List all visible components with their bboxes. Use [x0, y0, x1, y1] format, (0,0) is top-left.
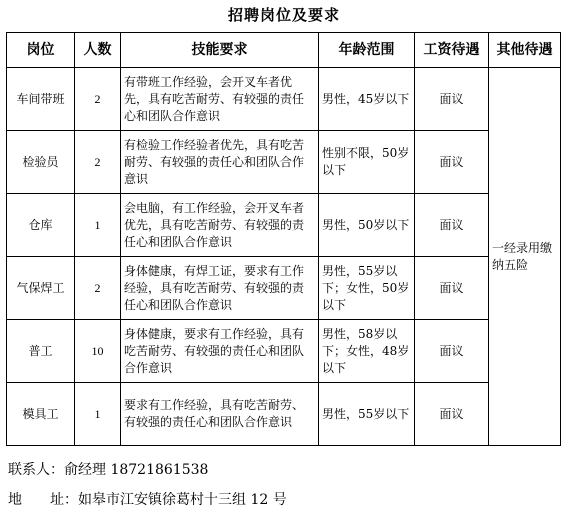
cell-salary: 面议	[415, 194, 489, 257]
cell-salary: 面议	[415, 320, 489, 383]
cell-position: 气保焊工	[7, 257, 75, 320]
cell-position: 仓库	[7, 194, 75, 257]
cell-count: 2	[75, 131, 121, 194]
header-count: 人数	[75, 33, 121, 68]
cell-salary: 面议	[415, 68, 489, 131]
header-other: 其他待遇	[489, 33, 561, 68]
cell-skills: 有带班工作经验，会开叉车者优先，具有吃苦耐劳、有较强的责任心和团队合作意识	[121, 68, 319, 131]
contact-line	[8, 459, 208, 479]
cell-age: 男性，58岁以下；女性，48岁以下	[319, 320, 415, 383]
cell-age: 男性，55岁以下	[319, 383, 415, 446]
cell-skills: 会电脑，有工作经验，会开叉车者优先，具有吃苦耐劳、有较强的责任心和团队合作意识	[121, 194, 319, 257]
table-row	[7, 68, 561, 131]
table-row	[7, 257, 561, 320]
header-skills: 技能要求	[121, 33, 319, 68]
cell-count: 10	[75, 320, 121, 383]
cell-skills: 要求有工作经验，具有吃苦耐劳、有较强的责任心和团队合作意识	[121, 383, 319, 446]
address-label: 地 址	[8, 492, 64, 508]
cell-count: 1	[75, 383, 121, 446]
cell-salary: 面议	[415, 131, 489, 194]
document-title: 招聘岗位及要求	[227, 6, 340, 24]
cell-skills: 身体健康，有焊工证，要求有工作经验，具有吃苦耐劳、有较强的责任心和团队合作意识	[121, 257, 319, 320]
table-header-row	[7, 33, 561, 68]
cell-skills: 身体健康，要求有工作经验，具有吃苦耐劳、有较强的责任心和团队合作意识	[121, 320, 319, 383]
table-row	[7, 194, 561, 257]
cell-count: 1	[75, 194, 121, 257]
contact-value: 俞经理 18721861538	[64, 462, 209, 478]
contact-label: 联系人：	[8, 462, 64, 478]
cell-age: 性别不限，50岁以下	[319, 131, 415, 194]
table-row	[7, 383, 561, 446]
table-row	[7, 131, 561, 194]
cell-salary: 面议	[415, 257, 489, 320]
cell-position: 检验员	[7, 131, 75, 194]
recruitment-table	[6, 32, 561, 446]
header-position: 岗位	[7, 33, 75, 68]
table-row	[7, 320, 561, 383]
cell-position: 普工	[7, 320, 75, 383]
cell-salary: 面议	[415, 383, 489, 446]
cell-count: 2	[75, 257, 121, 320]
header-salary: 工资待遇	[415, 33, 489, 68]
cell-skills: 有检验工作经验者优先，具有吃苦耐劳、有较强的责任心和团队合作意识	[121, 131, 319, 194]
cell-age: 男性，50岁以下	[319, 194, 415, 257]
cell-age: 男性，45岁以下	[319, 68, 415, 131]
cell-other-benefits: 一经录用缴纳五险	[489, 68, 561, 446]
address-colon: ：	[64, 492, 78, 508]
cell-position: 车间带班	[7, 68, 75, 131]
address-line	[8, 489, 287, 509]
address-value: 如皋市江安镇徐葛村十三组 12 号	[78, 492, 287, 508]
header-age: 年龄范围	[319, 33, 415, 68]
cell-position: 模具工	[7, 383, 75, 446]
cell-age: 男性，55岁以下；女性，50岁以下	[319, 257, 415, 320]
cell-count: 2	[75, 68, 121, 131]
